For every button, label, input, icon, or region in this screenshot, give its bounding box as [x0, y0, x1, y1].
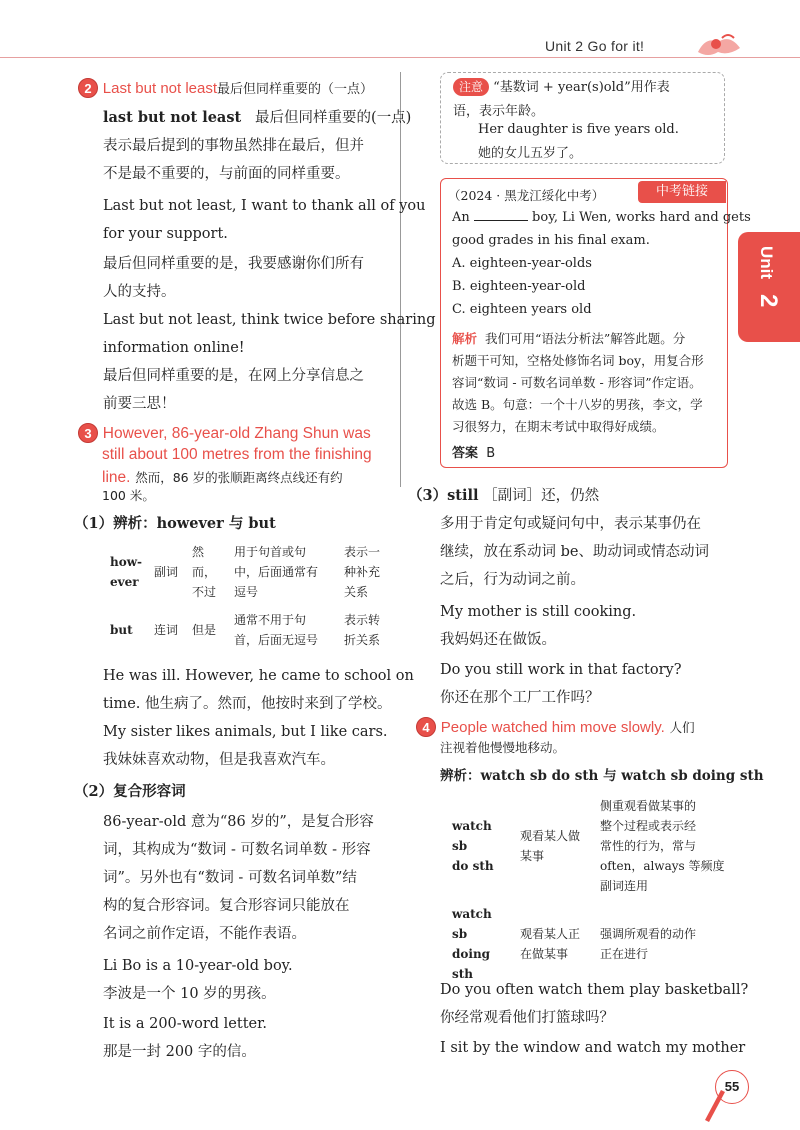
exam-source: （2024 · 黑龙江绥化中考） — [448, 188, 605, 203]
item2-desc-2: 不是最不重要的，与前面的同样重要。 — [103, 166, 350, 182]
analysis-text: 我们可用“语法分析法”解答此题。分 — [484, 331, 686, 346]
item3-cn-1: 然而，86 岁的张顺距离终点线还有约 — [135, 470, 343, 485]
item2-ex2-en-2: information online! — [103, 340, 245, 356]
sec3-label — [408, 482, 599, 510]
table-cell: 用于句首或句 中，后面通常有 逗号 — [234, 545, 319, 599]
table-row — [446, 792, 736, 900]
item2-ex1-en-1: Last but not least, I want to thank all of you — [103, 198, 426, 214]
item-number-badge: 3 — [78, 423, 98, 443]
sec2-ex1-en: Li Bo is a 10-year-old boy. — [103, 958, 293, 974]
sec3-word: （3）still — [408, 487, 479, 504]
question-text: An — [452, 210, 470, 225]
sec2-p5: 名词之前作定语，不能作表语。 — [103, 926, 306, 942]
sec3-pos: ［副词］还，仍然 — [483, 488, 600, 504]
sec2-p1: 86-year-old 意为“86 岁的”，是复合形容 — [103, 814, 374, 830]
exam-option-a: A. eighteen-year-olds — [452, 256, 592, 271]
answer-label: 答案 — [452, 446, 479, 461]
sec3-desc-2: 继续，放在系动词 be、助动词或情态动词 — [440, 544, 709, 560]
note-badge: 注意 — [453, 78, 489, 96]
item4-cn-a: 人们 — [669, 720, 695, 735]
item4-ex1-cn: 你经常观看他们打篮球吗？ — [440, 1010, 614, 1026]
note-text-2: 语，表示年龄。 — [453, 104, 545, 119]
table-row — [104, 538, 394, 606]
table-cell: 连词 — [154, 623, 179, 637]
table-cell: 通常不用于句 首，后面无逗号 — [234, 613, 319, 647]
table-cell: 观看某人正 在做某事 — [520, 927, 581, 961]
table-cell: 强调所观看的动作 正在进行 — [600, 927, 697, 961]
item2-ex2-cn-1: 最后但同样重要的是，在网上分享信息之 — [103, 368, 364, 384]
table-row — [104, 606, 394, 654]
unit-tab-number: 2 — [755, 294, 782, 308]
note-ex-cn: 她的女儿五岁了。 — [478, 146, 583, 161]
item3-sent-1: However, 86-year-old Zhang Shun was — [102, 425, 371, 442]
item2-title-cn: 最后但同样重要的（一点） — [217, 82, 374, 97]
sec2-ex2-cn: 那是一封 200 字的信。 — [103, 1044, 256, 1060]
sec1-ex1-en: He was ill. However, he came to school on — [103, 668, 414, 684]
exam-analysis-2: 析题干可知，空格处修饰名词 boy，用复合形 — [452, 353, 704, 368]
table-cell: 然而， 不过 — [192, 545, 217, 599]
def-cn: 最后但同样重要的(一点) — [255, 110, 412, 126]
note-line-1 — [453, 78, 670, 98]
answer-value: B — [486, 446, 496, 461]
exam-answer — [452, 442, 495, 461]
table-cell: 副词 — [154, 565, 179, 579]
table-cell: 表示一 种补充 关系 — [344, 545, 381, 599]
item2-ex1-cn-2: 人的支持。 — [103, 284, 176, 300]
item4-sent: People watched him move slowly. — [440, 719, 665, 736]
page-number: 55 — [715, 1070, 749, 1104]
sec3-desc-3: 之后，行为动词之前。 — [440, 572, 585, 588]
table-cell: 但是 — [192, 623, 217, 637]
item-number-badge: 4 — [416, 717, 436, 737]
item4-analysis-label: 辨析：watch sb do sth 与 watch sb doing sth — [440, 768, 764, 784]
item-number-badge: 2 — [78, 78, 98, 98]
decoration-icon — [688, 28, 748, 58]
exam-option-b: B. eighteen-year-old — [452, 279, 586, 294]
sec2-ex2-en: It is a 200-word letter. — [103, 1016, 268, 1032]
sec1-ex2-en: My sister likes animals, but I like cars. — [103, 724, 388, 740]
item2-desc-1: 表示最后提到的事物虽然排在最后，但并 — [103, 138, 364, 154]
item4-sentence — [416, 716, 695, 739]
analysis-label: 解析 — [452, 331, 478, 346]
item2-title: Last but not least — [102, 80, 218, 97]
sec2-p4: 构的复合形容词。复合形容词只能放在 — [103, 898, 350, 914]
table-cell: 表示转 折关系 — [344, 613, 381, 647]
page-slash-icon — [703, 1090, 725, 1122]
sec3-desc-1: 多用于肯定句或疑问句中，表示某事仍在 — [440, 516, 701, 532]
table-cell: how- ever — [110, 555, 143, 589]
sec2-label: （2）复合形容词 — [74, 783, 186, 800]
sec2-p2: 词，其构成为“数词 - 可数名词单数 - 形容 — [103, 842, 371, 858]
def-en: last but not least — [103, 109, 242, 126]
exam-option-c: C. eighteen years old — [452, 302, 592, 317]
table-cell: watch sb do sth — [452, 819, 494, 873]
item2-ex2-en-1: Last but not least, think twice before sharing — [103, 312, 436, 328]
header-title: Unit 2 Go for it! — [545, 38, 645, 54]
header-divider — [0, 57, 800, 58]
item3-cn-2: 100 米。 — [102, 488, 155, 503]
unit-side-tab — [738, 232, 800, 342]
item4-ex1-en: Do you often watch them play basketball? — [440, 982, 749, 998]
sec2-p3: 词”。另外也有“数词 - 可数名词单数”结 — [103, 870, 357, 886]
sec1-label: （1）辨析：however 与 but — [74, 515, 276, 532]
item2-definition — [103, 104, 411, 132]
item4-ex2-en: I sit by the window and watch my mother — [440, 1040, 746, 1056]
sec1-ex1-mix: time. 他生病了。然而，他按时来到了学校。 — [103, 696, 392, 712]
item3-sentence — [78, 422, 371, 445]
exam-analysis-3: 容词“数词 - 可数名词单数 - 形容词”作定语。 — [452, 375, 702, 390]
watch-table — [446, 792, 736, 988]
item2-ex2-cn-2: 前要三思！ — [103, 396, 176, 412]
question-text: boy, Li Wen, works hard and gets — [532, 210, 751, 225]
sec3-ex1-en: My mother is still cooking. — [440, 604, 637, 620]
note-ex-en: Her daughter is five years old. — [478, 122, 679, 137]
exam-link-tag: 中考链接 — [638, 181, 726, 203]
item4-cn-b: 注视着他慢慢地移动。 — [440, 740, 566, 755]
answer-blank — [474, 220, 528, 221]
however-but-table — [104, 538, 394, 654]
column-divider — [400, 72, 401, 487]
table-cell: 侧重观看做某事的 整个过程或表示经 常性的行为，常与 often，always 等频度 副词连用 — [600, 799, 725, 893]
exam-analysis-5: 习很努力，在期末考试中取得好成绩。 — [452, 419, 665, 434]
table-cell: 观看某人做 某事 — [520, 829, 581, 863]
exam-analysis-4: 故选 B。句意：一个十八岁的男孩，李文，学 — [452, 397, 703, 412]
item3-sent-2: still about 100 metres from the finishing — [102, 446, 372, 463]
exam-analysis-1 — [452, 328, 685, 350]
unit-tab-label: Unit — [757, 246, 776, 280]
sec3-ex2-cn: 你还在那个工厂工作吗？ — [440, 690, 600, 706]
sec2-ex1-cn: 李波是一个 10 岁的男孩。 — [103, 986, 276, 1002]
exam-question-2: good grades in his final exam. — [452, 233, 650, 248]
item2-ex1-cn-1: 最后但同样重要的是，我要感谢你们所有 — [103, 256, 364, 272]
table-cell: but — [110, 623, 133, 637]
sec3-ex1-cn: 我妈妈还在做饭。 — [440, 632, 556, 648]
item3-sent-3-en: line. — [102, 469, 131, 486]
table-cell: watch sb doing sth — [452, 907, 492, 981]
table-row — [446, 900, 736, 988]
item2-heading — [78, 78, 373, 98]
note-text-1: “基数词 + year(s)old”用作表 — [493, 80, 670, 95]
sec1-ex2-cn: 我妹妹喜欢动物，但是我喜欢汽车。 — [103, 752, 335, 768]
sec3-ex2-en: Do you still work in that factory? — [440, 662, 682, 678]
exam-question-1 — [452, 210, 751, 225]
item2-ex1-en-2: for your support. — [103, 226, 228, 242]
